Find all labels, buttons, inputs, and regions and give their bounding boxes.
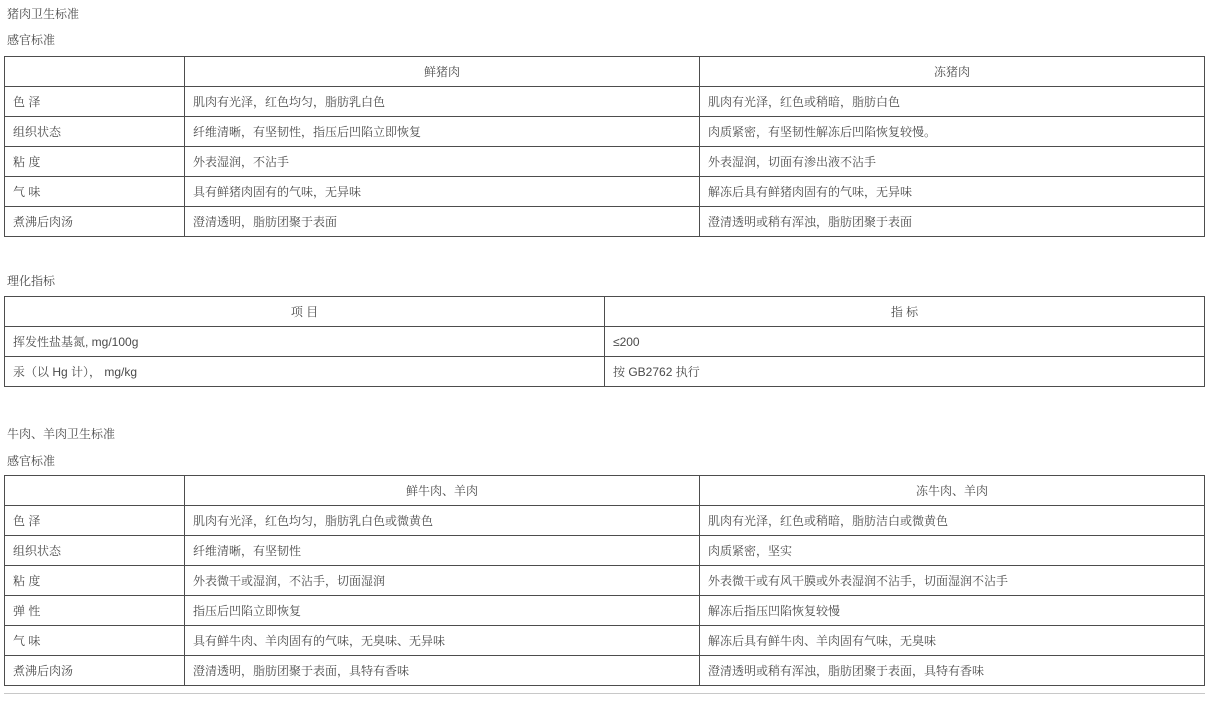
value-cell: ≤200 <box>605 327 1205 357</box>
value-cell: 澄清透明或稍有浑浊，脂肪团聚于表面 <box>700 207 1205 237</box>
value-cell: 纤维清晰，有坚韧性 <box>185 536 700 566</box>
value-cell: 外表微干或湿润，不沾手，切面湿润 <box>185 566 700 596</box>
row-label-cell: 气 味 <box>5 177 185 207</box>
document-body <box>0 7 1211 701</box>
table-row <box>5 566 1205 596</box>
value-cell: 肉质紧密，有坚韧性解冻后凹陷恢复较慢。 <box>700 117 1205 147</box>
table-row <box>5 147 1205 177</box>
value-cell: 解冻后具有鲜猪肉固有的气味，无异味 <box>700 177 1205 207</box>
row-label-cell: 弹 性 <box>5 596 185 626</box>
row-label-cell: 粘 度 <box>5 566 185 596</box>
pork-sensory-heading: 感官标准 <box>7 33 56 47</box>
header-cell: 冻猪肉 <box>700 57 1205 87</box>
value-cell: 指压后凹陷立即恢复 <box>185 596 700 626</box>
row-label-cell: 煮沸后肉汤 <box>5 207 185 237</box>
beef-sensory-heading: 感官标准 <box>7 454 56 468</box>
row-label-cell: 组织状态 <box>5 117 185 147</box>
table-header-row <box>5 476 1205 506</box>
value-cell: 解冻后指压凹陷恢复较慢 <box>700 596 1205 626</box>
beef-sensory-table <box>4 475 1205 686</box>
row-label-cell: 色 泽 <box>5 506 185 536</box>
table-row <box>5 87 1205 117</box>
value-cell: 具有鲜牛肉、羊肉固有的气味，无臭味、无异味 <box>185 626 700 656</box>
row-label-cell: 煮沸后肉汤 <box>5 656 185 686</box>
header-cell: 指 标 <box>605 297 1205 327</box>
table-row <box>5 177 1205 207</box>
value-cell: 具有鲜猪肉固有的气味，无异味 <box>185 177 700 207</box>
value-cell: 肌肉有光泽，红色或稍暗，脂肪白色 <box>700 87 1205 117</box>
pork-sensory-table <box>4 56 1205 237</box>
value-cell: 解冻后具有鲜牛肉、羊肉固有气味，无臭味 <box>700 626 1205 656</box>
header-cell: 项 目 <box>5 297 605 327</box>
header-cell: 冻牛肉、羊肉 <box>700 476 1205 506</box>
value-cell: 肌肉有光泽，红色或稍暗，脂肪洁白或微黄色 <box>700 506 1205 536</box>
value-cell: 澄清透明，脂肪团聚于表面 <box>185 207 700 237</box>
table-row <box>5 626 1205 656</box>
beef-standard-title: 牛肉、羊肉卫生标准 <box>7 427 116 441</box>
table-row <box>5 207 1205 237</box>
table-row <box>5 536 1205 566</box>
table-row <box>5 656 1205 686</box>
row-label-cell: 色 泽 <box>5 87 185 117</box>
header-cell <box>5 57 185 87</box>
value-cell: 外表湿润，不沾手 <box>185 147 700 177</box>
row-label-cell: 气 味 <box>5 626 185 656</box>
table-row <box>5 357 1205 387</box>
pork-standard-title: 猪肉卫生标准 <box>7 7 80 21</box>
table-header-row <box>5 57 1205 87</box>
value-cell: 肌肉有光泽，红色均匀，脂肪乳白色或微黄色 <box>185 506 700 536</box>
header-cell: 鲜猪肉 <box>185 57 700 87</box>
table-row <box>5 506 1205 536</box>
value-cell: 纤维清晰，有坚韧性，指压后凹陷立即恢复 <box>185 117 700 147</box>
header-cell <box>5 476 185 506</box>
table-header-row <box>5 297 1205 327</box>
value-cell: 澄清透明，脂肪团聚于表面，具特有香味 <box>185 656 700 686</box>
row-label-cell: 挥发性盐基氮, mg/100g <box>5 327 605 357</box>
row-label-cell: 组织状态 <box>5 536 185 566</box>
value-cell: 肌肉有光泽，红色均匀，脂肪乳白色 <box>185 87 700 117</box>
value-cell: 澄清透明或稍有浑浊，脂肪团聚于表面，具特有香味 <box>700 656 1205 686</box>
value-cell: 肉质紧密，坚实 <box>700 536 1205 566</box>
value-cell: 外表微干或有风干膜或外表湿润不沾手，切面湿润不沾手 <box>700 566 1205 596</box>
row-label-cell: 粘 度 <box>5 147 185 177</box>
pork-physchem-table <box>4 296 1205 387</box>
pork-physchem-heading: 理化指标 <box>7 274 56 288</box>
value-cell: 按 GB2762 执行 <box>605 357 1205 387</box>
table-row <box>5 117 1205 147</box>
table-row <box>5 327 1205 357</box>
row-label-cell: 汞（以 Hg 计）， mg/kg <box>5 357 605 387</box>
table-row <box>5 596 1205 626</box>
value-cell: 外表湿润，切面有渗出液不沾手 <box>700 147 1205 177</box>
header-cell: 鲜牛肉、羊肉 <box>185 476 700 506</box>
